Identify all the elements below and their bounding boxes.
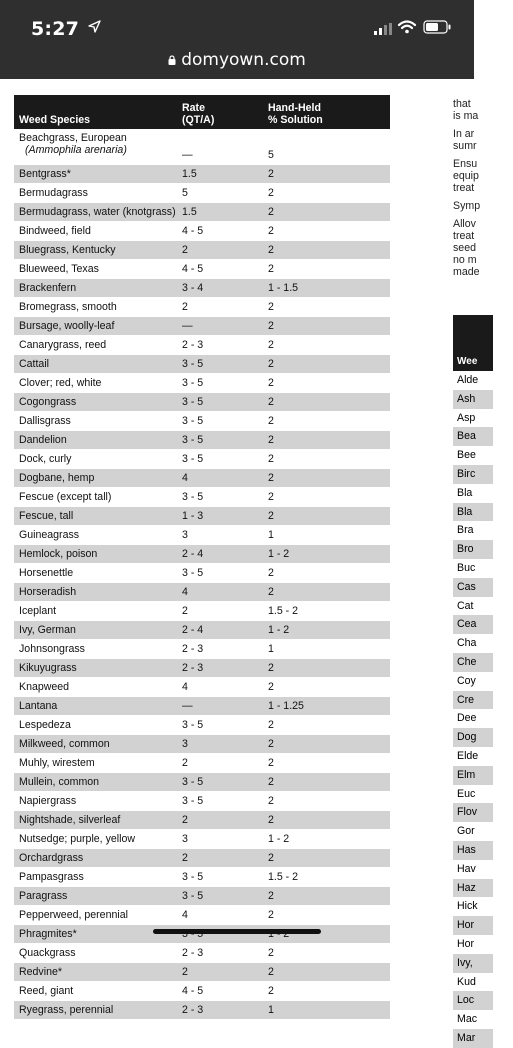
right-table-row: Che (453, 653, 493, 672)
cell-rate: 3 - 4 (182, 278, 268, 297)
cell-handheld: 2 (268, 164, 390, 183)
cell-species: Mullein, common (14, 772, 182, 791)
cell-handheld: 2 (268, 487, 390, 506)
cell-species: Guineagrass (14, 525, 182, 544)
table-row (14, 677, 390, 696)
cell-handheld: 1 (268, 1000, 390, 1019)
right-paragraph: that is ma (453, 98, 479, 122)
table-row (14, 544, 390, 563)
cell-rate: 2 (182, 962, 268, 981)
table-header-row (14, 95, 390, 129)
right-table-row: Bla (457, 486, 473, 499)
right-table-row: Elde (457, 749, 479, 762)
table-row (14, 487, 390, 506)
cell-species: Cattail (14, 354, 182, 373)
table-row (14, 1000, 390, 1019)
cell-species: Lespedeza (14, 715, 182, 734)
cell-handheld: 2 (268, 772, 390, 791)
cell-handheld: 2 (268, 962, 390, 981)
cell-species: Paragrass (14, 886, 182, 905)
cell-handheld: 2 (268, 791, 390, 810)
cell-rate: 3 - 5 (182, 449, 268, 468)
right-table-row: Elm (453, 766, 493, 785)
right-table-row: Dee (457, 712, 477, 725)
battery-icon (423, 20, 451, 34)
cell-handheld: 2 (268, 886, 390, 905)
cell-rate: 3 - 5 (182, 373, 268, 392)
cell-rate: 2 - 4 (182, 620, 268, 639)
cell-handheld: 2 (268, 240, 390, 259)
right-table-row: Loc (453, 991, 493, 1010)
right-table-row: Alde (457, 374, 479, 386)
right-table-row: Hav (457, 862, 476, 875)
cell-species: Knapweed (14, 677, 182, 696)
cell-rate: 4 (182, 905, 268, 924)
right-table-row: Haz (453, 879, 493, 898)
table-row (14, 278, 390, 297)
cell-handheld: 1 - 1.25 (268, 696, 390, 715)
cell-rate: 2 (182, 240, 268, 259)
cell-handheld: 2 (268, 563, 390, 582)
cell-species: Bermudagrass (14, 183, 182, 202)
cell-rate: 4 - 5 (182, 259, 268, 278)
right-table-row: Coy (457, 674, 476, 687)
header-handheld: Hand-Held % Solution (268, 95, 390, 129)
table-row (14, 905, 390, 924)
cell-handheld: 2 (268, 449, 390, 468)
cell-handheld: 2 (268, 810, 390, 829)
table-row (14, 867, 390, 886)
address-bar[interactable] (0, 50, 474, 70)
right-table-row: Cea (453, 615, 493, 634)
table-row (14, 221, 390, 240)
right-table-row: Bea (453, 427, 493, 446)
cell-handheld: 2 (268, 373, 390, 392)
cell-species: Ryegrass, perennial (14, 1000, 182, 1019)
cell-rate: 4 - 5 (182, 221, 268, 240)
location-arrow-icon (88, 20, 101, 33)
table-row (14, 240, 390, 259)
table-row (14, 297, 390, 316)
home-indicator[interactable] (153, 929, 321, 934)
status-time: 5:27 (31, 18, 80, 40)
cell-species: Nutsedge; purple, yellow (14, 829, 182, 848)
page-content (0, 79, 481, 1044)
cell-rate: 2 - 3 (182, 1000, 268, 1019)
cell-rate: 3 - 5 (182, 411, 268, 430)
cell-handheld: 2 (268, 905, 390, 924)
cell-rate: 5 (182, 183, 268, 202)
cell-rate: 3 (182, 734, 268, 753)
cell-handheld: 1 - 1.5 (268, 278, 390, 297)
cell-handheld: 2 (268, 354, 390, 373)
cell-species: Bentgrass* (14, 164, 182, 183)
table-row (14, 715, 390, 734)
right-table-row: Bla (453, 503, 493, 522)
right-table-row: Hor (457, 937, 475, 950)
header-species: Weed Species (14, 95, 182, 129)
cell-rate: 3 - 5 (182, 354, 268, 373)
cell-rate: 2 - 3 (182, 335, 268, 354)
table-row (14, 772, 390, 791)
cell-handheld: 2 (268, 183, 390, 202)
cell-handheld: 2 (268, 259, 390, 278)
cell-rate: 4 (182, 582, 268, 601)
header-rate: Rate (QT/A) (182, 95, 268, 129)
right-table-row: Has (453, 841, 493, 860)
table-row (14, 202, 390, 221)
cell-species: Bindweed, field (14, 221, 182, 240)
cell-handheld: 2 (268, 392, 390, 411)
cell-handheld: 1 (268, 525, 390, 544)
right-table-row: Mar (453, 1029, 493, 1048)
table-row (14, 316, 390, 335)
table-row (14, 696, 390, 715)
right-table-row: Bee (457, 449, 476, 462)
cell-rate: 3 - 5 (182, 791, 268, 810)
cell-handheld: 1 - 2 (268, 829, 390, 848)
cell-rate: 3 - 5 (182, 392, 268, 411)
right-paragraph: Ensu equip treat (453, 158, 479, 194)
cell-species: Milkweed, common (14, 734, 182, 753)
cell-species: Dogbane, hemp (14, 468, 182, 487)
cell-rate: 2 - 3 (182, 943, 268, 962)
cell-handheld: 2 (268, 848, 390, 867)
cell-species: Muhly, wirestem (14, 753, 182, 772)
cell-handheld: 1 - 2 (268, 620, 390, 639)
cell-species: Hemlock, poison (14, 544, 182, 563)
table-row (14, 943, 390, 962)
cell-handheld: 2 (268, 677, 390, 696)
right-table-rows (453, 371, 493, 1048)
cell-rate: 1 - 3 (182, 506, 268, 525)
cell-species: Fescue (except tall) (14, 487, 182, 506)
cell-rate: 3 (182, 829, 268, 848)
cell-rate: 1.5 (182, 202, 268, 221)
cell-species: Dock, curly (14, 449, 182, 468)
cell-rate: 4 (182, 677, 268, 696)
right-table-row: Bra (457, 524, 474, 537)
cell-rate: 2 - 4 (182, 544, 268, 563)
cell-species: Brackenfern (14, 278, 182, 297)
table-row (14, 791, 390, 810)
table-row (14, 335, 390, 354)
wifi-icon (398, 20, 416, 34)
right-table-row: Dog (453, 728, 493, 747)
cell-species: Lantana (14, 696, 182, 715)
cell-rate: 3 - 5 (182, 886, 268, 905)
cell-species: Quackgrass (14, 943, 182, 962)
table-row (14, 468, 390, 487)
cell-species: Bromegrass, smooth (14, 297, 182, 316)
right-table-row: Mac (457, 1013, 478, 1026)
cell-handheld: 2 (268, 658, 390, 677)
table-row (14, 848, 390, 867)
cell-species: Napiergrass (14, 791, 182, 810)
cell-rate: 2 (182, 848, 268, 867)
right-table-row: Flov (453, 803, 493, 822)
table-row (14, 639, 390, 658)
cell-handheld: 1 - 2 (268, 544, 390, 563)
right-table-row: Buc (457, 561, 476, 574)
cell-species: Dandelion (14, 430, 182, 449)
cell-species: Bluegrass, Kentucky (14, 240, 182, 259)
table-row (14, 981, 390, 1000)
right-table-row: Bro (453, 540, 493, 559)
table-row (14, 183, 390, 202)
right-paragraph: Symp (453, 200, 481, 212)
cell-species: Beachgrass, European (Ammophila arenaria) (14, 129, 182, 164)
cell-handheld: 2 (268, 297, 390, 316)
right-table-row: Euc (457, 787, 476, 800)
table-row (14, 601, 390, 620)
cell-rate: 2 - 3 (182, 658, 268, 677)
cell-handheld: 2 (268, 202, 390, 221)
cell-species: Iceplant (14, 601, 182, 620)
cell-handheld: 2 (268, 411, 390, 430)
cell-species: Pepperweed, perennial (14, 905, 182, 924)
table-row (14, 430, 390, 449)
cell-rate: 1.5 (182, 164, 268, 183)
cell-handheld: 1.5 - 2 (268, 867, 390, 886)
cell-species: Bursage, woolly-leaf (14, 316, 182, 335)
cell-handheld: 2 (268, 506, 390, 525)
cell-rate: 4 (182, 468, 268, 487)
right-table-row: Cat (457, 599, 474, 612)
cell-rate: 2 (182, 810, 268, 829)
cell-species: Pampasgrass (14, 867, 182, 886)
cell-handheld: 2 (268, 221, 390, 240)
table-row (14, 829, 390, 848)
table-row (14, 658, 390, 677)
table-row (14, 506, 390, 525)
table-row (14, 620, 390, 639)
cell-species: Johnsongrass (14, 639, 182, 658)
table-row (14, 962, 390, 981)
table-row (14, 392, 390, 411)
cell-species: Fescue, tall (14, 506, 182, 525)
cell-species: Reed, giant (14, 981, 182, 1000)
right-table-row: Kud (457, 975, 476, 988)
cell-rate: — (182, 696, 268, 715)
cell-handheld: 2 (268, 335, 390, 354)
cell-species: Phragmites* (14, 924, 182, 943)
cell-rate: 3 - 5 (182, 563, 268, 582)
cell-rate: — (182, 316, 268, 335)
cell-species: Cogongrass (14, 392, 182, 411)
right-table-header: Wee (453, 315, 493, 371)
cell-species: Redvine* (14, 962, 182, 981)
cell-species: Bermudagrass, water (knotgrass) (14, 202, 182, 221)
cell-species-scientific: (Ammophila arenaria) (25, 144, 127, 156)
right-column-text (453, 98, 513, 284)
url-text: domyown.com (181, 50, 306, 70)
cell-rate: 3 (182, 525, 268, 544)
table-row (14, 582, 390, 601)
cell-handheld: 2 (268, 753, 390, 772)
cell-handheld: 2 (268, 582, 390, 601)
cell-species: Orchardgrass (14, 848, 182, 867)
table-row (14, 411, 390, 430)
table-row (14, 810, 390, 829)
right-table-row: Birc (453, 465, 493, 484)
right-table-row: Hick (457, 900, 478, 913)
cell-species: Clover; red, white (14, 373, 182, 392)
cell-handheld: 1 (268, 639, 390, 658)
cell-species: Canarygrass, reed (14, 335, 182, 354)
cell-rate: 3 - 5 (182, 867, 268, 886)
cell-handheld: 1.5 - 2 (268, 601, 390, 620)
right-table-row: Cas (453, 578, 493, 597)
cell-handheld: 2 (268, 943, 390, 962)
cell-rate: 3 - 5 (182, 487, 268, 506)
cell-species: Horseradish (14, 582, 182, 601)
right-paragraph: Allov treat seed no m made (453, 218, 480, 278)
browser-chrome (0, 0, 474, 79)
right-table-row: Hor (453, 916, 493, 935)
cell-rate: 2 (182, 297, 268, 316)
table-row (14, 354, 390, 373)
table-row (14, 734, 390, 753)
cell-rate: — (182, 129, 268, 164)
cell-handheld: 2 (268, 316, 390, 335)
cell-rate: 3 - 5 (182, 715, 268, 734)
table-row (14, 525, 390, 544)
table-row (14, 753, 390, 772)
right-table-row: Asp (457, 411, 476, 424)
right-table-row: Cha (457, 637, 477, 650)
table-row (14, 886, 390, 905)
lock-icon (168, 55, 176, 65)
right-table-row: Gor (457, 825, 475, 838)
cell-rate: 2 (182, 753, 268, 772)
cell-rate: 3 - 5 (182, 772, 268, 791)
table-row (14, 373, 390, 392)
right-paragraph: In ar sumr (453, 128, 477, 152)
table-row (14, 259, 390, 278)
right-table-row: Ash (453, 390, 493, 409)
cell-handheld: 2 (268, 734, 390, 753)
cell-rate: 2 - 3 (182, 639, 268, 658)
cell-rate: 4 - 5 (182, 981, 268, 1000)
cell-handheld: 2 (268, 981, 390, 1000)
right-table-row: Ivy, (453, 954, 493, 973)
cell-handheld: 5 (268, 129, 390, 164)
table-row (14, 449, 390, 468)
cell-handheld: 2 (268, 715, 390, 734)
cell-species: Ivy, German (14, 620, 182, 639)
cell-rate: 2 (182, 601, 268, 620)
right-table-row: Cre (453, 691, 493, 710)
cell-species: Dallisgrass (14, 411, 182, 430)
cellular-signal-icon (374, 23, 392, 35)
cell-handheld: 2 (268, 468, 390, 487)
cell-species: Kikuyugrass (14, 658, 182, 677)
cell-species: Nightshade, silverleaf (14, 810, 182, 829)
table-row (14, 563, 390, 582)
cell-species: Blueweed, Texas (14, 259, 182, 278)
table-row (14, 129, 390, 164)
table-row (14, 164, 390, 183)
weed-species-table (14, 95, 390, 1020)
cell-rate: 3 - 5 (182, 430, 268, 449)
cell-species: Horsenettle (14, 563, 182, 582)
cell-handheld: 2 (268, 430, 390, 449)
